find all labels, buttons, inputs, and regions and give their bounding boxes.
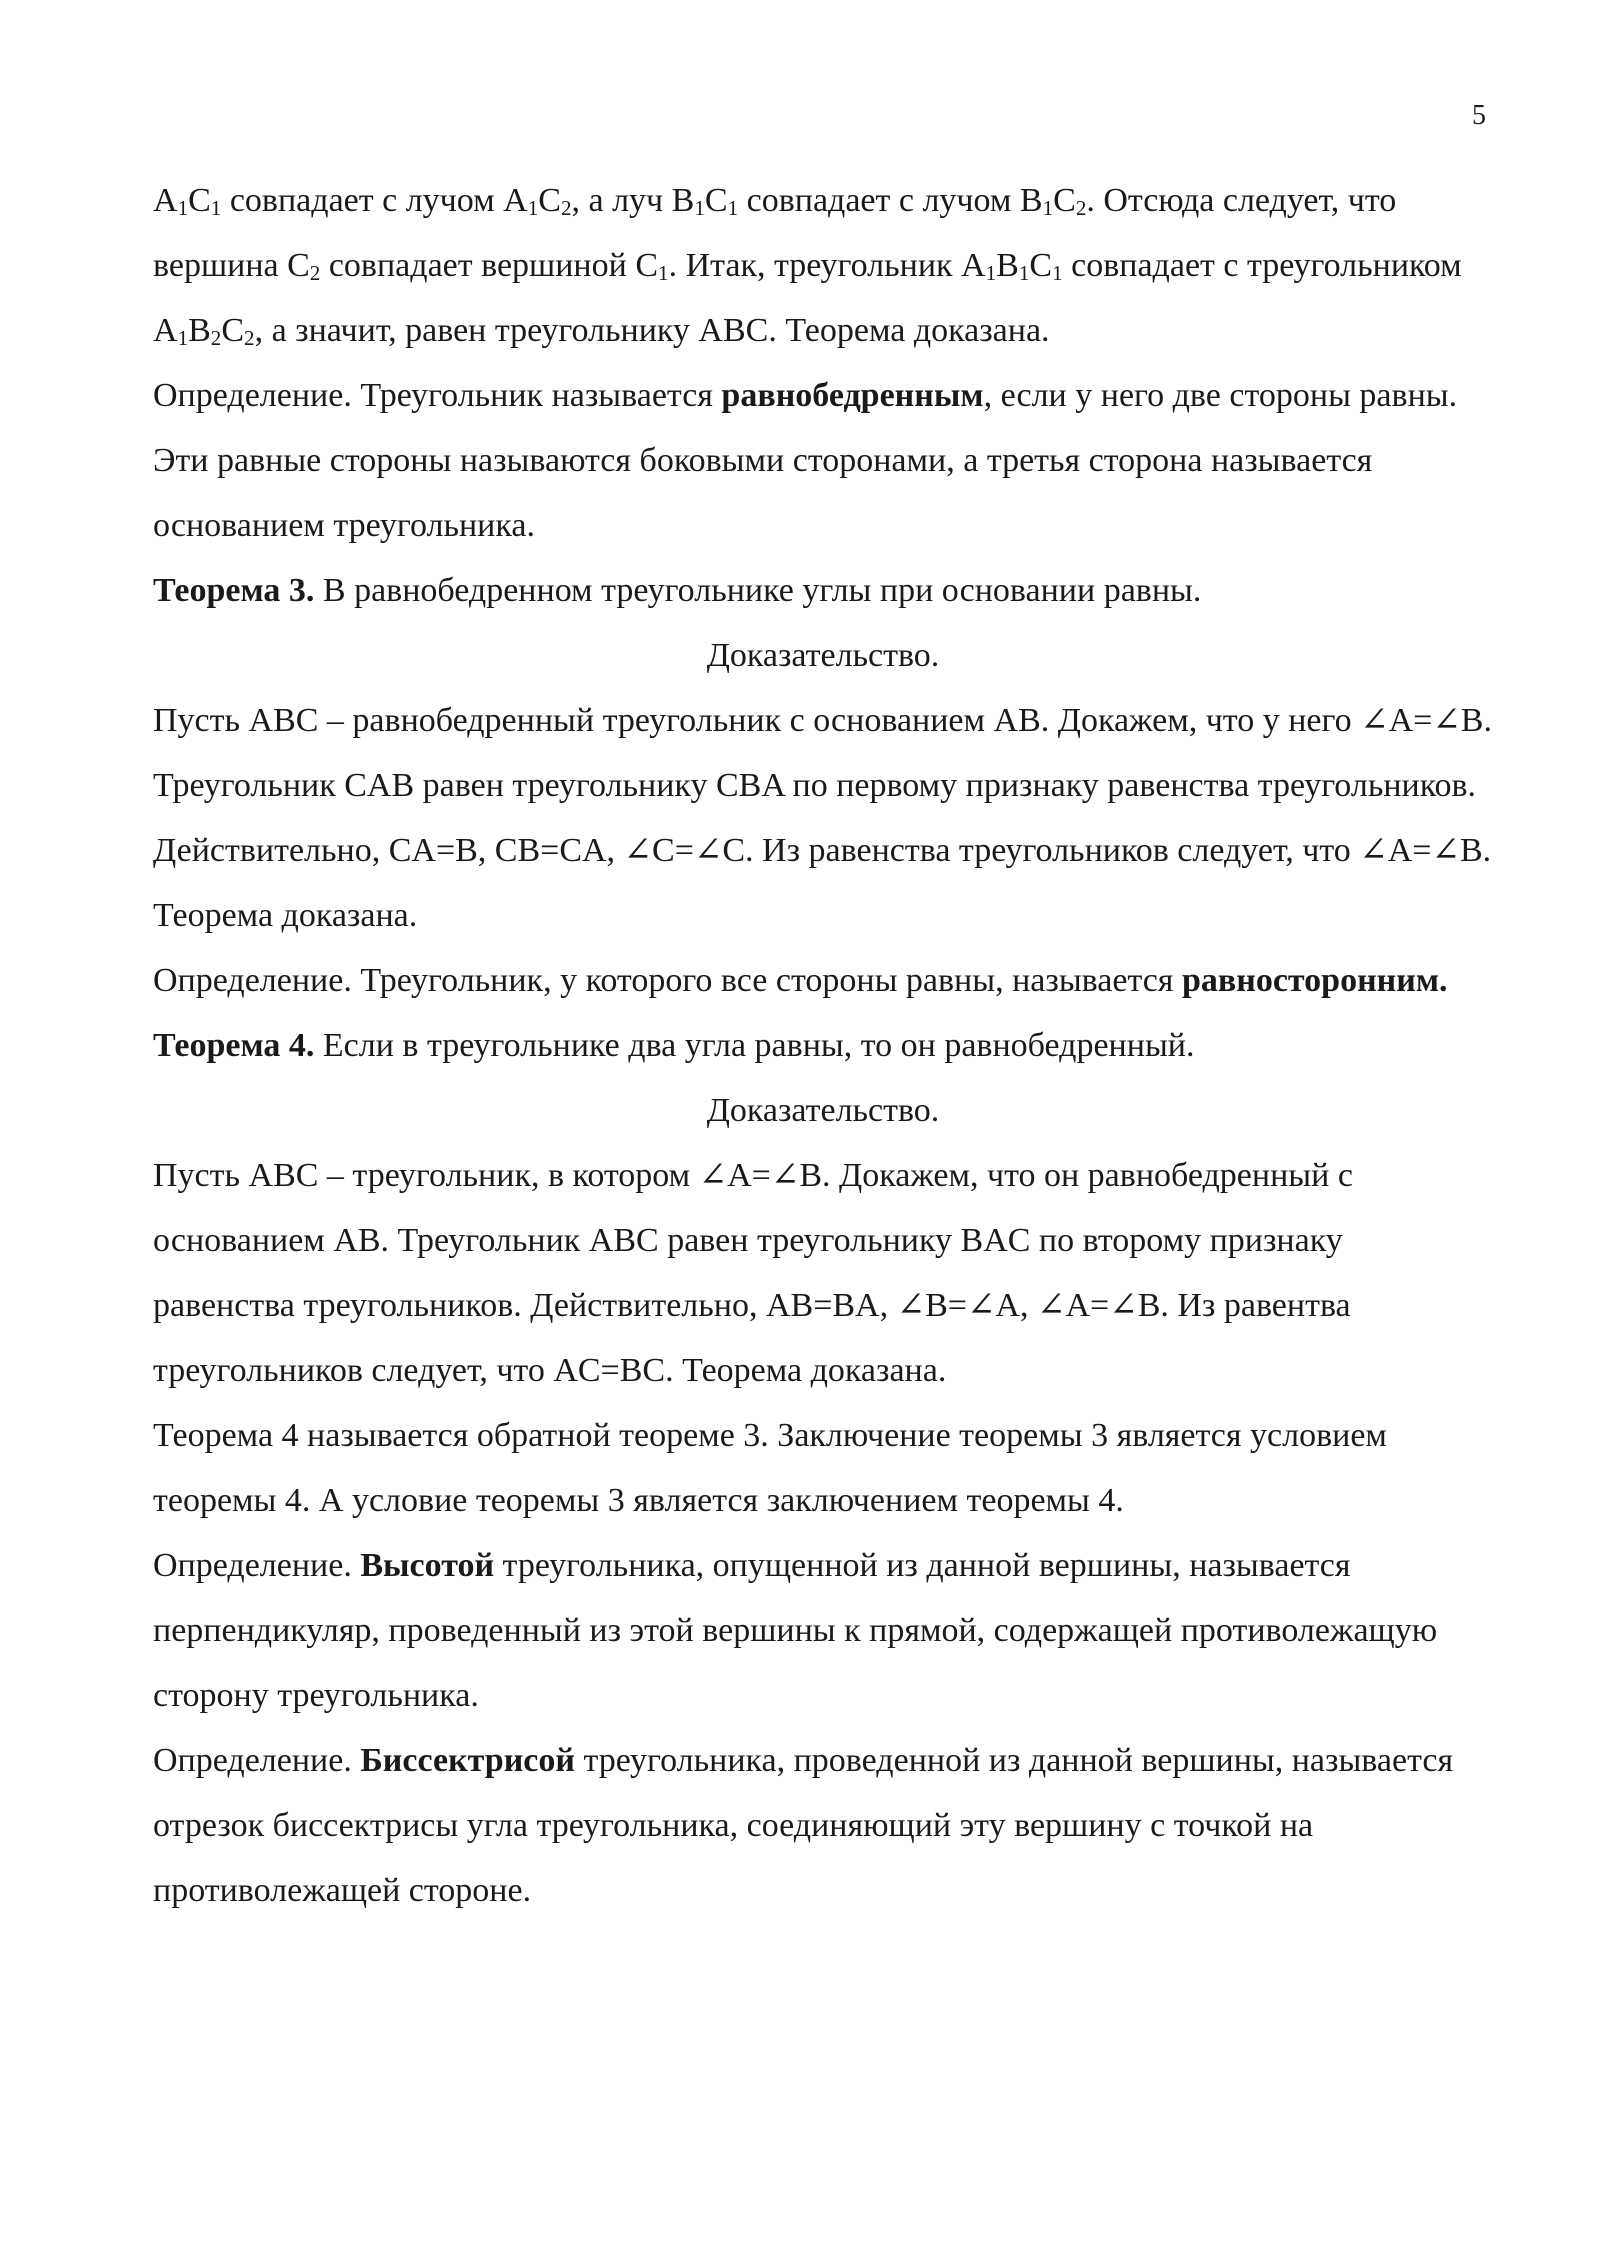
- proof-theorem-4: Пусть ABC – треугольник, в котором ∠A=∠B. Докажем, что он равнобедренный с основанием AB. Треугольник ABC равен треугольнику BAC по второму признаку равенства треугольников. Действительно, AB=BA, ∠B=∠A, ∠A=∠B. Из равентва треугольников следует, что AC=BC. Теорема доказана.: [153, 1157, 1353, 1389]
- theorem-3: Теорема 3. В равнобедренном треугольнике углы при основании равны.: [153, 572, 1202, 609]
- definition-isosceles: Определение. Треугольник называется равнобедренным, если у него две стороны равны. Эти равные стороны называются боковыми сторонами, а третья сторона называется основанием треугольника.: [153, 377, 1458, 544]
- definition-equilateral: Определение. Треугольник, у которого все стороны равны, называется равносторонним.: [153, 962, 1448, 999]
- definition-altitude: Определение. Высотой треугольника, опущенной из данной вершины, называется перпендикуляр, проведенный из этой вершины к прямой, содержащей противолежащую сторону треугольника.: [153, 1547, 1438, 1714]
- paragraph-proof-conclusion: $A_1C_1$ совпадает с лучом $A_1C_2$, а луч $B_1C_1$ совпадает с лучом $B_1C_2$. Отсюда следует, что вершина $C_2$ совпадает вершиной $C_1$. Итак, треугольник $A_1B_1C_1$ совпадает с треугольником $A_1B_2C_2$, а значит, равен треугольнику ABC. Теорема доказана.: [153, 182, 1462, 350]
- page-number: 5: [1472, 100, 1486, 131]
- proof-heading-theorem-4: Доказательство.: [706, 1092, 940, 1129]
- page-content: [153, 168, 1493, 1923]
- paragraph-converse-theorem: Теорема 4 называется обратной теореме 3. Заключение теоремы 3 является условием теоремы 4. А условие теоремы 3 является заключением теоремы 4.: [153, 1417, 1387, 1519]
- proof-theorem-3: Пусть ABC – равнобедренный треугольник с основанием AB. Докажем, что у него ∠A=∠B. Треугольник CAB равен треугольнику CBA по первому признаку равенства треугольников. Действительно, CA=B, CB=CA, ∠C=∠C. Из равенства треугольников следует, что ∠A=∠B. Теорема доказана.: [153, 702, 1492, 934]
- proof-heading-theorem-3: Доказательство.: [706, 637, 940, 674]
- definition-bisector: Определение. Биссектрисой треугольника, проведенной из данной вершины, называется отрезок биссектрисы угла треугольника, соединяющий эту вершину с точкой на противолежащей стороне.: [153, 1742, 1454, 1909]
- theorem-4: Теорема 4. Если в треугольнике два угла равны, то он равнобедренный.: [153, 1027, 1195, 1064]
